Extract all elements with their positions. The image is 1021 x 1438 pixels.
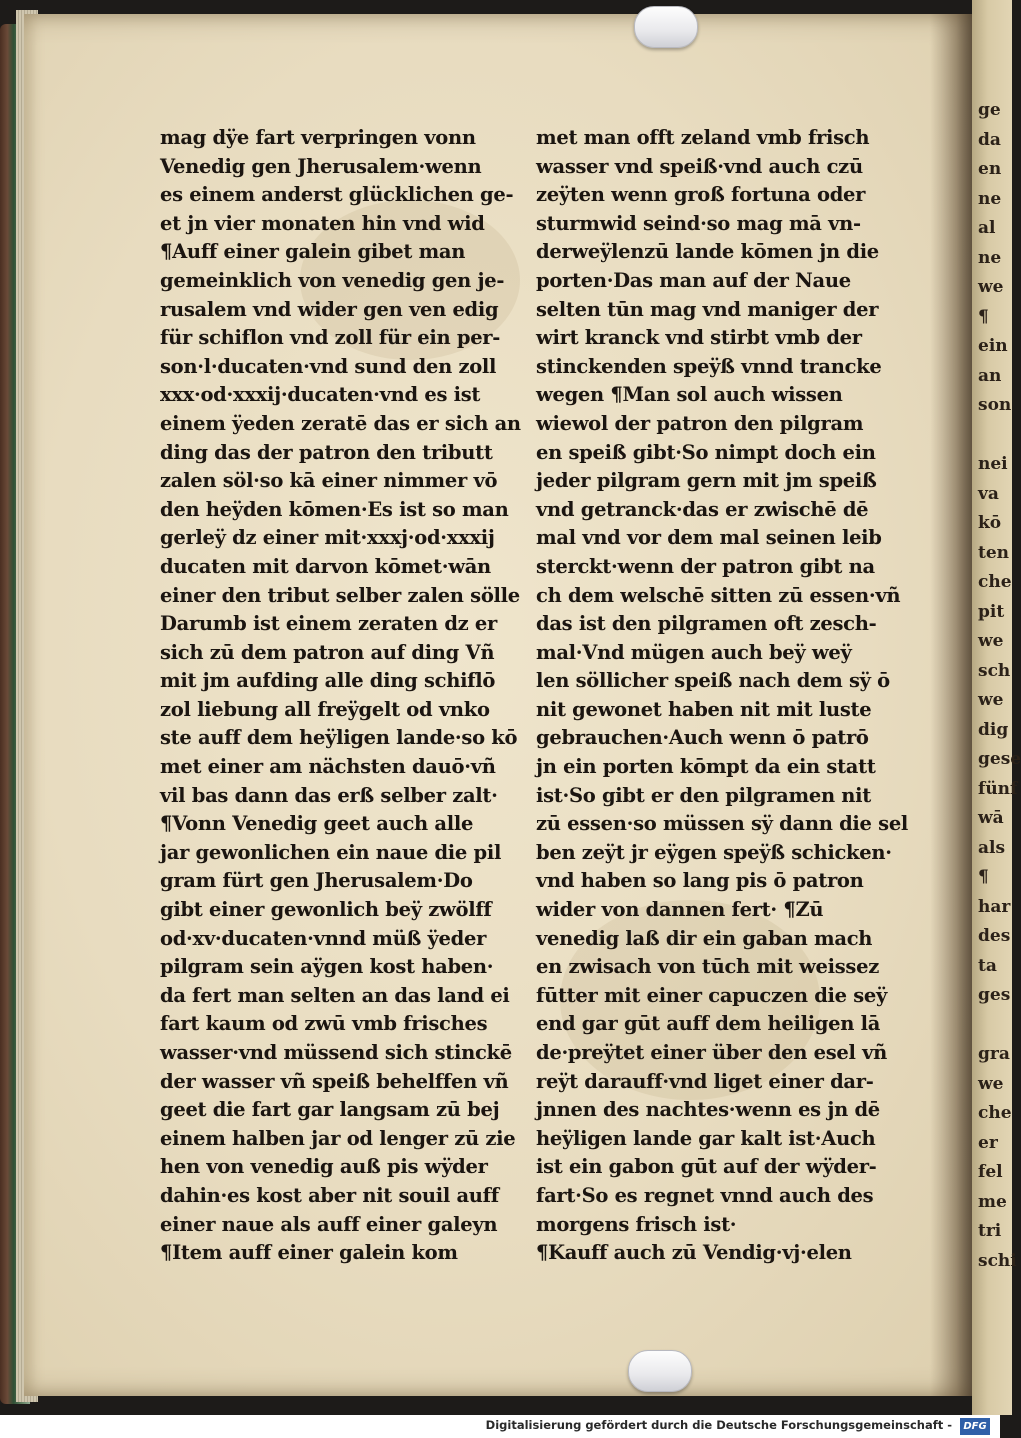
text-line: morgens frisch ist· xyxy=(536,1212,737,1236)
text-line: gemeinklich von venedig gen je- xyxy=(160,268,505,292)
text-line: wiewol der patron den pilgram xyxy=(536,411,864,435)
text-line: den heÿden kōmen·Es ist so man xyxy=(160,497,509,521)
facing-page-fragment: en xyxy=(978,159,1002,179)
text-line: dahin·es kost aber nit souil auff xyxy=(160,1183,499,1207)
facing-page-fragment: ges xyxy=(978,985,1011,1005)
text-line: ding das der patron den tributt xyxy=(160,440,493,464)
text-line: Darumb ist einem zeraten dz er xyxy=(160,612,498,636)
text-line: vnd haben so lang pis ō patron xyxy=(536,869,864,893)
text-column-left xyxy=(160,124,520,1268)
facing-page-fragment: we xyxy=(978,1073,1004,1094)
text-line: ch dem welschē sitten zū essen·vñ xyxy=(536,583,901,607)
text-line: derweÿlenzū lande kōmen jn die xyxy=(536,240,879,264)
text-line: mit jm aufding alle ding schiflō xyxy=(160,669,496,693)
text-line: einem halben jar od lenger zū zie xyxy=(160,1126,516,1150)
text-line: geet die fart gar langsam zū bej xyxy=(160,1098,500,1122)
facing-page-fragment: ge xyxy=(978,100,1001,120)
facing-page-fragment: gra xyxy=(978,1044,1010,1064)
footer-bar xyxy=(0,1415,1000,1438)
facing-page-fragment: ten xyxy=(978,542,1010,563)
page-gutter xyxy=(930,14,978,1396)
text-line: gibt einer gewonlich beÿ zwölff xyxy=(160,898,492,922)
text-line: ¶Item auff einer galein kom xyxy=(160,1241,458,1265)
text-line: zalen söl·so kā einer nimmer vō xyxy=(160,469,498,493)
text-line: zol liebung all freÿgelt od vnko xyxy=(160,697,490,721)
facing-page-fragment: dig xyxy=(978,719,1009,740)
text-line: einer den tribut selber zalen sölle xyxy=(160,583,520,607)
text-line: vnd getranck·das er zwischē dē xyxy=(536,497,869,521)
text-line: ducaten mit darvon kōmet·wān xyxy=(160,554,491,578)
facing-page-fragment: har xyxy=(978,896,1011,917)
text-line: pilgram sein aÿgen kost haben· xyxy=(160,955,494,979)
facing-page-fragment: son xyxy=(978,395,1012,415)
text-line: jn ein porten kōmpt da ein statt xyxy=(536,755,876,779)
text-line: für schiflon vnd zoll für ein per- xyxy=(160,326,501,350)
text-line: das ist den pilgramen oft zesch- xyxy=(536,612,877,636)
text-line: hen von venedig auß pis wÿder xyxy=(160,1155,488,1179)
text-line: es einem anderst glücklichen ge- xyxy=(160,183,514,207)
text-line: ste auff dem heÿligen lande·so kō xyxy=(160,726,518,750)
facing-page-fragment: gese xyxy=(978,749,1021,769)
text-line: od·xv·ducaten·vnnd müß ÿeder xyxy=(160,926,487,950)
page-clip-bottom xyxy=(628,1350,692,1392)
text-column-right xyxy=(536,124,909,1268)
text-line: nit gewonet haben nit mit luste xyxy=(536,697,872,721)
text-line: sich zū dem patron auf ding Vñ xyxy=(160,640,495,664)
text-line: mal vnd vor dem mal seinen leib xyxy=(536,526,882,550)
text-line: en zwisach von tūch mit weissez xyxy=(536,955,879,979)
page-clip-top xyxy=(634,6,698,48)
text-line: wider von dannen fert· ¶Zū xyxy=(536,898,824,922)
funding-credit: Digitalisierung gefördert durch die Deutsche Forschungsgemeinschaft - xyxy=(485,1418,952,1432)
text-line: ist ein gabon gūt auf der wÿder- xyxy=(536,1155,877,1179)
text-line: der wasser vñ speiß behelffen vñ xyxy=(160,1069,509,1093)
facing-page-fragment: er xyxy=(978,1132,998,1153)
text-line: einer naue als auff einer galeyn xyxy=(160,1212,498,1236)
text-line: wasser vnd speiß·vnd auch czū xyxy=(536,154,863,178)
text-line: gerleÿ dz einer mit·xxxj·od·xxxij xyxy=(160,526,495,550)
facing-page-fragment: ne xyxy=(978,188,1002,209)
text-line: fart·So es regnet vnnd auch des xyxy=(536,1183,874,1207)
facing-page-fragment: va xyxy=(978,483,999,504)
facing-page-fragment: sch xyxy=(978,660,1011,681)
facing-page-fragment: we xyxy=(978,631,1004,651)
text-line: einem ÿeden zeratē das er sich an xyxy=(160,411,521,435)
facing-page-fragment: ¶ xyxy=(978,867,989,887)
text-line: da fert man selten an das land ei xyxy=(160,983,510,1007)
text-line: mag dÿe fart verpringen vonn xyxy=(160,126,476,149)
text-line: ¶Kauff auch zū Vendig·vj·elen xyxy=(536,1241,852,1265)
facing-page-fragment: che xyxy=(978,1103,1012,1123)
text-line: wirt kranck vnd stirbt vmb der xyxy=(536,326,862,350)
text-line: vil bas dann das erß selber zalt· xyxy=(160,783,498,807)
facing-page-fragment: kō xyxy=(978,513,1002,533)
text-line: ben zeÿt jr eÿgen speÿß schicken· xyxy=(536,840,892,864)
text-line: de·preÿtet einer über den esel vñ xyxy=(536,1041,888,1064)
dfg-logo: DFG xyxy=(960,1418,990,1435)
facing-page-fragment: fel xyxy=(978,1162,1003,1182)
text-line: fart kaum od zwū vmb frisches xyxy=(160,1012,488,1036)
text-line: zū essen·so müssen sÿ dann die sel xyxy=(536,812,909,836)
text-line: rusalem vnd wider gen ven edig xyxy=(160,297,499,321)
facing-page-fragment: tri xyxy=(978,1221,1002,1241)
facing-page-fragment: nei xyxy=(978,454,1008,474)
facing-page-fragment: al xyxy=(978,218,996,238)
text-line: mal·Vnd mügen auch beÿ weÿ xyxy=(536,640,852,664)
text-line: venedig laß dir ein gaban mach xyxy=(536,926,873,950)
text-line: ist·So gibt er den pilgramen nit xyxy=(536,783,872,807)
text-line: en speiß gibt·So nimpt doch ein xyxy=(536,440,876,464)
text-line: end gar gūt auff dem heiligen lā xyxy=(536,1012,881,1036)
text-line: sterckt·wenn der patron gibt na xyxy=(536,554,875,578)
text-line: zeÿten wenn groß fortuna oder xyxy=(536,183,866,207)
text-line: porten·Das man auf der Naue xyxy=(536,268,851,292)
facing-page-fragment: ne xyxy=(978,247,1002,268)
facing-page-fragment: wā xyxy=(978,808,1004,828)
text-line: selten tūn mag vnd maniger der xyxy=(536,297,879,321)
text-line: jeder pilgram gern mit jm speiß xyxy=(536,469,877,493)
facing-page-fragment: fünf xyxy=(978,778,1018,799)
facing-page-fragment: me xyxy=(978,1191,1007,1212)
facing-page-fragment: ein xyxy=(978,336,1008,356)
facing-page-fragment: che xyxy=(978,572,1012,592)
text-line: jnnen des nachtes·wenn es jn dē xyxy=(536,1098,880,1122)
text-line: sturmwid seind·so mag mā vn- xyxy=(536,211,861,235)
text-line: reÿt darauff·vnd liget einer dar- xyxy=(536,1069,874,1093)
text-line: jar gewonlichen ein naue die pil xyxy=(160,840,502,864)
facing-page-fragment: ¶ xyxy=(978,306,989,327)
text-line: gebrauchen·Auch wenn ō patrō xyxy=(536,726,869,750)
text-line: len söllicher speiß nach dem sÿ ō xyxy=(536,669,890,693)
facing-page-fragment: we xyxy=(978,690,1004,710)
text-line: son·l·ducaten·vnd sund den zoll xyxy=(160,354,497,378)
text-line: met man offt zeland vmb frisch xyxy=(536,126,870,149)
facing-page-fragment: schi xyxy=(978,1250,1017,1271)
text-line: Venedig gen Jherusalem·wenn xyxy=(160,154,482,178)
facing-page-fragment: an xyxy=(978,365,1002,386)
text-line: ¶Auff einer galein gibet man xyxy=(160,240,466,264)
text-line: gram fürt gen Jherusalem·Do xyxy=(160,869,473,893)
facing-page-fragment: als xyxy=(978,837,1006,858)
text-line: xxx·od·xxxij·ducaten·vnd es ist xyxy=(160,383,481,407)
text-line: fūtter mit einer capuczen die seÿ xyxy=(536,983,888,1007)
text-line: heÿligen lande gar kalt ist·Auch xyxy=(536,1126,876,1150)
text-line: stinckenden speÿß vnnd trancke xyxy=(536,354,882,378)
facing-page-fragment: des xyxy=(978,926,1011,946)
facing-page-fragment: we xyxy=(978,277,1004,297)
text-line: et jn vier monaten hin vnd wid xyxy=(160,211,485,235)
text-line: wasser·vnd müssend sich stinckē xyxy=(160,1041,512,1064)
facing-page-fragment: ta xyxy=(978,955,997,976)
text-line: wegen ¶Man sol auch wissen xyxy=(536,383,843,407)
text-line: ¶Vonn Venedig geet auch alle xyxy=(160,812,474,836)
facing-page-fragment: da xyxy=(978,129,1001,150)
facing-page-fragment: pit xyxy=(978,601,1005,622)
text-line: met einer am nächsten dauō·vñ xyxy=(160,755,496,779)
